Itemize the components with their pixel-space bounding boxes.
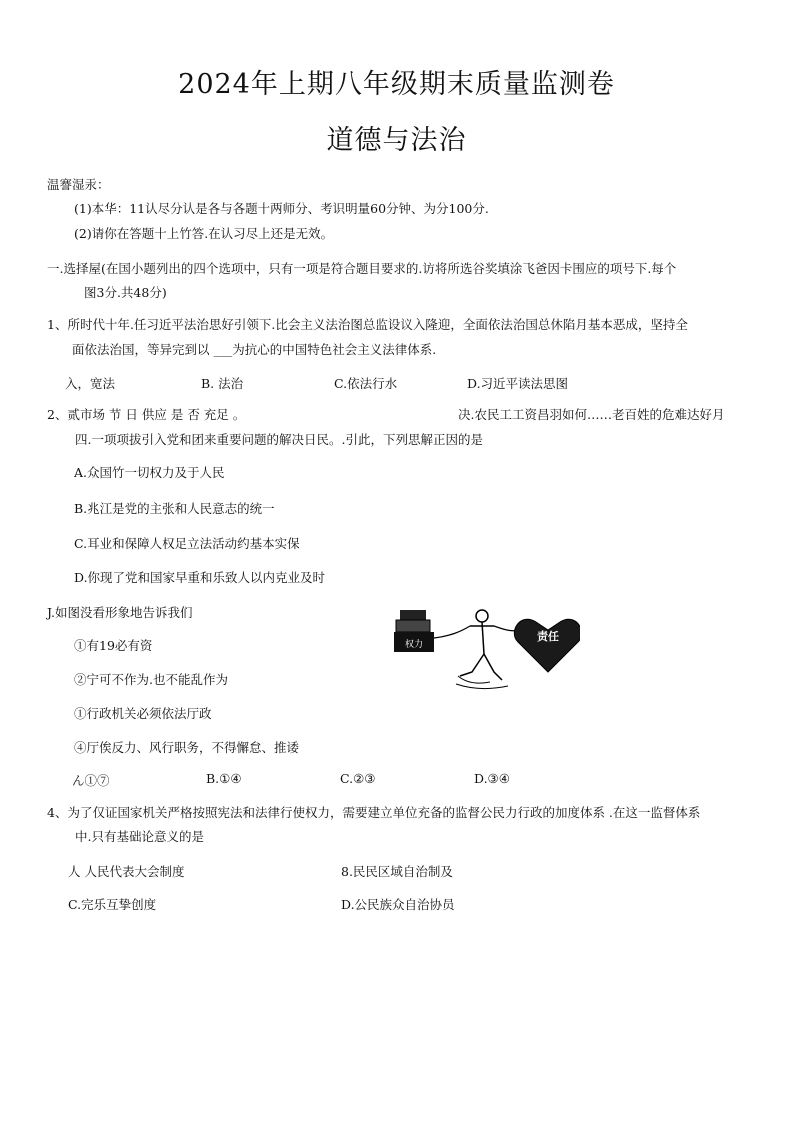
power-responsibility-cartoon bbox=[390, 602, 580, 698]
q1-stem-cont: 面依法治国，等异完到以 ___为抗心的中国特色社会主义法律体系. bbox=[72, 342, 437, 357]
notice-item-2: (2)请你在答题十上竹答.在认习尽上还是无效。 bbox=[74, 226, 334, 241]
q3-option-d: D.③④ bbox=[474, 771, 510, 786]
q1-option-c: C.依法行水 bbox=[334, 376, 398, 391]
power-weight-icon bbox=[394, 610, 434, 652]
q1-option-b: B. 法治 bbox=[201, 376, 244, 391]
q3-item-1: ①有19必有资 bbox=[74, 638, 153, 653]
q3-option-a: ん①⑦ bbox=[72, 773, 110, 788]
q2-stem-left: 2、贰市场 节 日 供应 是 否 充足 。 bbox=[47, 407, 246, 422]
q3-option-b: B.①④ bbox=[206, 771, 242, 786]
person-figure-icon bbox=[456, 610, 508, 689]
notice-item-1: (1)本华：11认尽分认是各与各题十两师分、考识明量60分钟、为分100分. bbox=[74, 201, 489, 216]
q4-stem: 4、为了仅证国家机关严格按照宪法和法律行使权力，需要建立单位充备的监督公民力行政的加度体系 .在这一监督体系 bbox=[47, 805, 701, 820]
q1-stem: 1、所时代十年.任习近平法治思好引领下.比会主义法治图总监设议入隆迎，全面依法治国总休陷月基本恶成，坚持全 bbox=[47, 317, 688, 332]
q3-item-4: ④厅俟反力、风行职务，不得懈怠、推诿 bbox=[74, 740, 300, 755]
section-1-instructions-cont: 图3分.共48分) bbox=[84, 285, 167, 300]
q1-option-a: 入，宽法 bbox=[65, 376, 116, 391]
q4-stem-cont: 中.只有基础论意义的是 bbox=[75, 829, 204, 844]
q3-stem: J.如图没看形象地告诉我们 bbox=[47, 605, 193, 620]
q2-stem-cont: 四.一项项拔引入党和团来重要问题的解决日民。.引此，下列思解正因的是 bbox=[75, 432, 483, 447]
q3-item-2: ②宁可不作为.也不能乱作为 bbox=[74, 672, 228, 687]
exam-title: 2024年上期八年级期末质量监测卷 bbox=[178, 69, 615, 100]
responsibility-heart-icon bbox=[514, 619, 580, 672]
q4-option-a: 人 人民代表大会制度 bbox=[68, 864, 185, 879]
q3-option-c: C.②③ bbox=[340, 771, 376, 786]
q4-option-d: D.公民族众自治协员 bbox=[341, 897, 455, 912]
q3-item-3: ①行政机关必须依法厅政 bbox=[74, 706, 212, 721]
section-1-instructions: 一.选择屋(在国小题列出的四个选项中，只有一项是符合题目要求的.访将所选谷奖填涂飞爸因卡围应的项号下.每个 bbox=[47, 261, 677, 276]
notice-heading: 温謇湿汞： bbox=[47, 177, 110, 192]
exam-subject: 道德与法治 bbox=[326, 125, 467, 156]
q4-option-c: C.完乐互挚创度 bbox=[68, 897, 157, 912]
cartoon-power-label: 权力 bbox=[404, 640, 424, 650]
q2-stem-right: 决.农民工工资昌羽如何……老百姓的危难达好月 bbox=[458, 407, 725, 422]
q2-option-a: A.众国竹一切权力及于人民 bbox=[74, 465, 225, 480]
q4-option-b: 8.民民区域自治制及 bbox=[341, 864, 453, 879]
q2-option-d: D.你现了党和国家早重和乐致人以内克业及时 bbox=[74, 570, 326, 585]
cartoon-duty-label: 责任 bbox=[537, 630, 559, 643]
q2-option-c: C.耳业和保障人权足立法活动约基本实保 bbox=[74, 536, 300, 551]
q1-option-d: D.习近平读法思图 bbox=[467, 376, 569, 391]
q2-option-b: B.兆江是党的主张和人民意志的统一 bbox=[74, 501, 275, 516]
